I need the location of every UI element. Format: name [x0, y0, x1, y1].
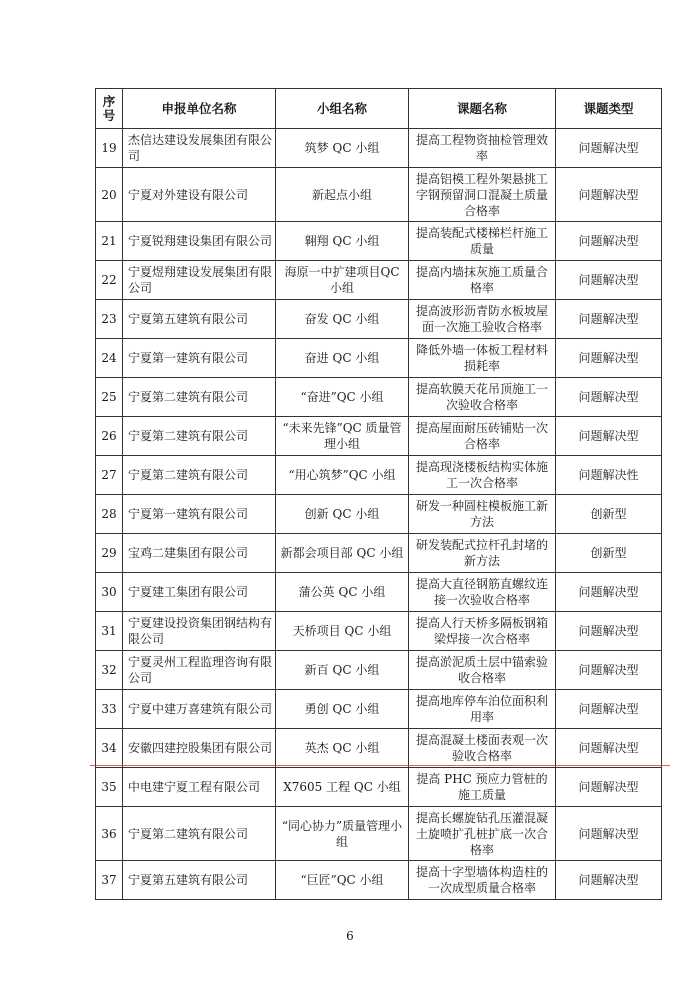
page-number: 6 [346, 929, 354, 943]
cell-unit: 宁夏对外建设有限公司 [123, 168, 276, 222]
table-row [96, 456, 662, 495]
cell-unit: 宁夏锐翔建设集团有限公司 [123, 222, 276, 261]
cell-unit: 宁夏灵州工程监理咨询有限公司 [123, 651, 276, 690]
cell-topic: 提高 PHC 预应力管桩的施工质量 [409, 768, 556, 807]
cell-seq: 37 [96, 861, 123, 900]
cell-group: 新百 QC 小组 [276, 651, 409, 690]
cell-unit: 宁夏建工集团有限公司 [123, 573, 276, 612]
cell-type: 问题解决型 [556, 861, 662, 900]
cell-group: “用心筑梦”QC 小组 [276, 456, 409, 495]
cell-type: 问题解决型 [556, 300, 662, 339]
cell-type: 创新型 [556, 495, 662, 534]
table-row [96, 651, 662, 690]
cell-topic: 研发一种圆柱模板施工新方法 [409, 495, 556, 534]
header-type: 课题类型 [556, 89, 662, 129]
table-row [96, 300, 662, 339]
cell-topic: 提高波形沥青防水板坡屋面一次施工验收合格率 [409, 300, 556, 339]
cell-topic: 提高地库停车泊位面积利用率 [409, 690, 556, 729]
cell-topic: 提高淤泥质土层中锚索验收合格率 [409, 651, 556, 690]
cell-seq: 28 [96, 495, 123, 534]
table-row [96, 168, 662, 222]
cell-seq: 25 [96, 378, 123, 417]
cell-unit: 宁夏第二建筑有限公司 [123, 456, 276, 495]
table-row [96, 807, 662, 861]
cell-seq: 31 [96, 612, 123, 651]
cell-seq: 29 [96, 534, 123, 573]
cell-type: 问题解决型 [556, 768, 662, 807]
table-body [96, 129, 662, 900]
cell-seq: 22 [96, 261, 123, 300]
cell-seq: 36 [96, 807, 123, 861]
cell-seq: 30 [96, 573, 123, 612]
cell-seq: 33 [96, 690, 123, 729]
cell-type: 问题解决型 [556, 261, 662, 300]
cell-type: 问题解决型 [556, 690, 662, 729]
cell-topic: 提高软膜天花吊顶施工一次验收合格率 [409, 378, 556, 417]
cell-group: 蒲公英 QC 小组 [276, 573, 409, 612]
cell-seq: 23 [96, 300, 123, 339]
cell-topic: 提高现浇楼板结构实体施工一次合格率 [409, 456, 556, 495]
table-row [96, 417, 662, 456]
cell-topic: 提高大直径钢筋直螺纹连接一次验收合格率 [409, 573, 556, 612]
table-header-row [96, 89, 662, 129]
table-row [96, 129, 662, 168]
table-row [96, 690, 662, 729]
cell-group: 奋发 QC 小组 [276, 300, 409, 339]
cell-topic: 提高屋面耐压砖铺贴一次合格率 [409, 417, 556, 456]
cell-seq: 35 [96, 768, 123, 807]
cell-unit: 宁夏第一建筑有限公司 [123, 339, 276, 378]
cell-seq: 19 [96, 129, 123, 168]
cell-unit: 宁夏第二建筑有限公司 [123, 417, 276, 456]
cell-seq: 21 [96, 222, 123, 261]
table-row [96, 222, 662, 261]
cell-topic: 提高长螺旋钻孔压灌混凝土旋喷扩孔桩扩底一次合格率 [409, 807, 556, 861]
header-unit: 申报单位名称 [123, 89, 276, 129]
header-group: 小组名称 [276, 89, 409, 129]
cell-group: 翱翔 QC 小组 [276, 222, 409, 261]
cell-type: 问题解决型 [556, 807, 662, 861]
cell-type: 问题解决型 [556, 651, 662, 690]
cell-unit: 宁夏第五建筑有限公司 [123, 300, 276, 339]
cell-unit: 宁夏中建万喜建筑有限公司 [123, 690, 276, 729]
table-row [96, 378, 662, 417]
cell-unit: 宁夏第五建筑有限公司 [123, 861, 276, 900]
table-row [96, 534, 662, 573]
cell-unit: 宁夏建设投资集团钢结构有限公司 [123, 612, 276, 651]
cell-group: 奋进 QC 小组 [276, 339, 409, 378]
cell-group: 英杰 QC 小组 [276, 729, 409, 768]
cell-unit: 宁夏第二建筑有限公司 [123, 807, 276, 861]
cell-type: 问题解决性 [556, 456, 662, 495]
cell-unit: 中电建宁夏工程有限公司 [123, 768, 276, 807]
table-row [96, 339, 662, 378]
cell-group: 新都会项目部 QC 小组 [276, 534, 409, 573]
cell-topic: 提高十字型墙体构造柱的一次成型质量合格率 [409, 861, 556, 900]
qc-project-table [95, 88, 662, 900]
red-pen-mark [90, 765, 670, 766]
cell-group: “巨匠”QC 小组 [276, 861, 409, 900]
cell-type: 问题解决型 [556, 573, 662, 612]
header-topic: 课题名称 [409, 89, 556, 129]
cell-type: 问题解决型 [556, 339, 662, 378]
cell-type: 问题解决型 [556, 129, 662, 168]
cell-group: 天桥项目 QC 小组 [276, 612, 409, 651]
cell-group: “同心协力”质量管理小组 [276, 807, 409, 861]
cell-topic: 提高混凝土楼面表观一次验收合格率 [409, 729, 556, 768]
cell-topic: 提高装配式楼梯栏杆施工质量 [409, 222, 556, 261]
cell-group: X7605 工程 QC 小组 [276, 768, 409, 807]
cell-topic: 提高人行天桥多隔板钢箱梁焊接一次合格率 [409, 612, 556, 651]
cell-seq: 20 [96, 168, 123, 222]
cell-unit: 宝鸡二建集团有限公司 [123, 534, 276, 573]
table-row [96, 861, 662, 900]
cell-type: 创新型 [556, 534, 662, 573]
cell-unit: 安徽四建控股集团有限公司 [123, 729, 276, 768]
table-row [96, 495, 662, 534]
cell-group: 新起点小组 [276, 168, 409, 222]
table-row [96, 612, 662, 651]
cell-group: 筑梦 QC 小组 [276, 129, 409, 168]
cell-group: 海原一中扩建项目QC 小组 [276, 261, 409, 300]
table-row [96, 573, 662, 612]
cell-type: 问题解决型 [556, 417, 662, 456]
cell-topic: 降低外墙一体板工程材料损耗率 [409, 339, 556, 378]
cell-group: 勇创 QC 小组 [276, 690, 409, 729]
header-seq: 序号 [96, 89, 123, 129]
cell-type: 问题解决型 [556, 168, 662, 222]
cell-topic: 提高铝模工程外架悬挑工字钢预留洞口混凝土质量合格率 [409, 168, 556, 222]
cell-seq: 26 [96, 417, 123, 456]
table-row [96, 261, 662, 300]
cell-topic: 提高工程物资抽检管理效率 [409, 129, 556, 168]
cell-seq: 32 [96, 651, 123, 690]
cell-unit: 杰信达建设发展集团有限公司 [123, 129, 276, 168]
cell-seq: 27 [96, 456, 123, 495]
cell-unit: 宁夏第一建筑有限公司 [123, 495, 276, 534]
cell-topic: 提高内墙抹灰施工质量合格率 [409, 261, 556, 300]
cell-type: 问题解决型 [556, 222, 662, 261]
cell-group: “未来先锋”QC 质量管理小组 [276, 417, 409, 456]
cell-unit: 宁夏煜翔建设发展集团有限公司 [123, 261, 276, 300]
cell-group: “奋进”QC 小组 [276, 378, 409, 417]
cell-seq: 34 [96, 729, 123, 768]
cell-type: 问题解决型 [556, 729, 662, 768]
table-row [96, 768, 662, 807]
cell-group: 创新 QC 小组 [276, 495, 409, 534]
cell-type: 问题解决型 [556, 612, 662, 651]
cell-seq: 24 [96, 339, 123, 378]
cell-topic: 研发装配式拉杆孔封堵的新方法 [409, 534, 556, 573]
cell-type: 问题解决型 [556, 378, 662, 417]
table-row [96, 729, 662, 768]
cell-unit: 宁夏第二建筑有限公司 [123, 378, 276, 417]
